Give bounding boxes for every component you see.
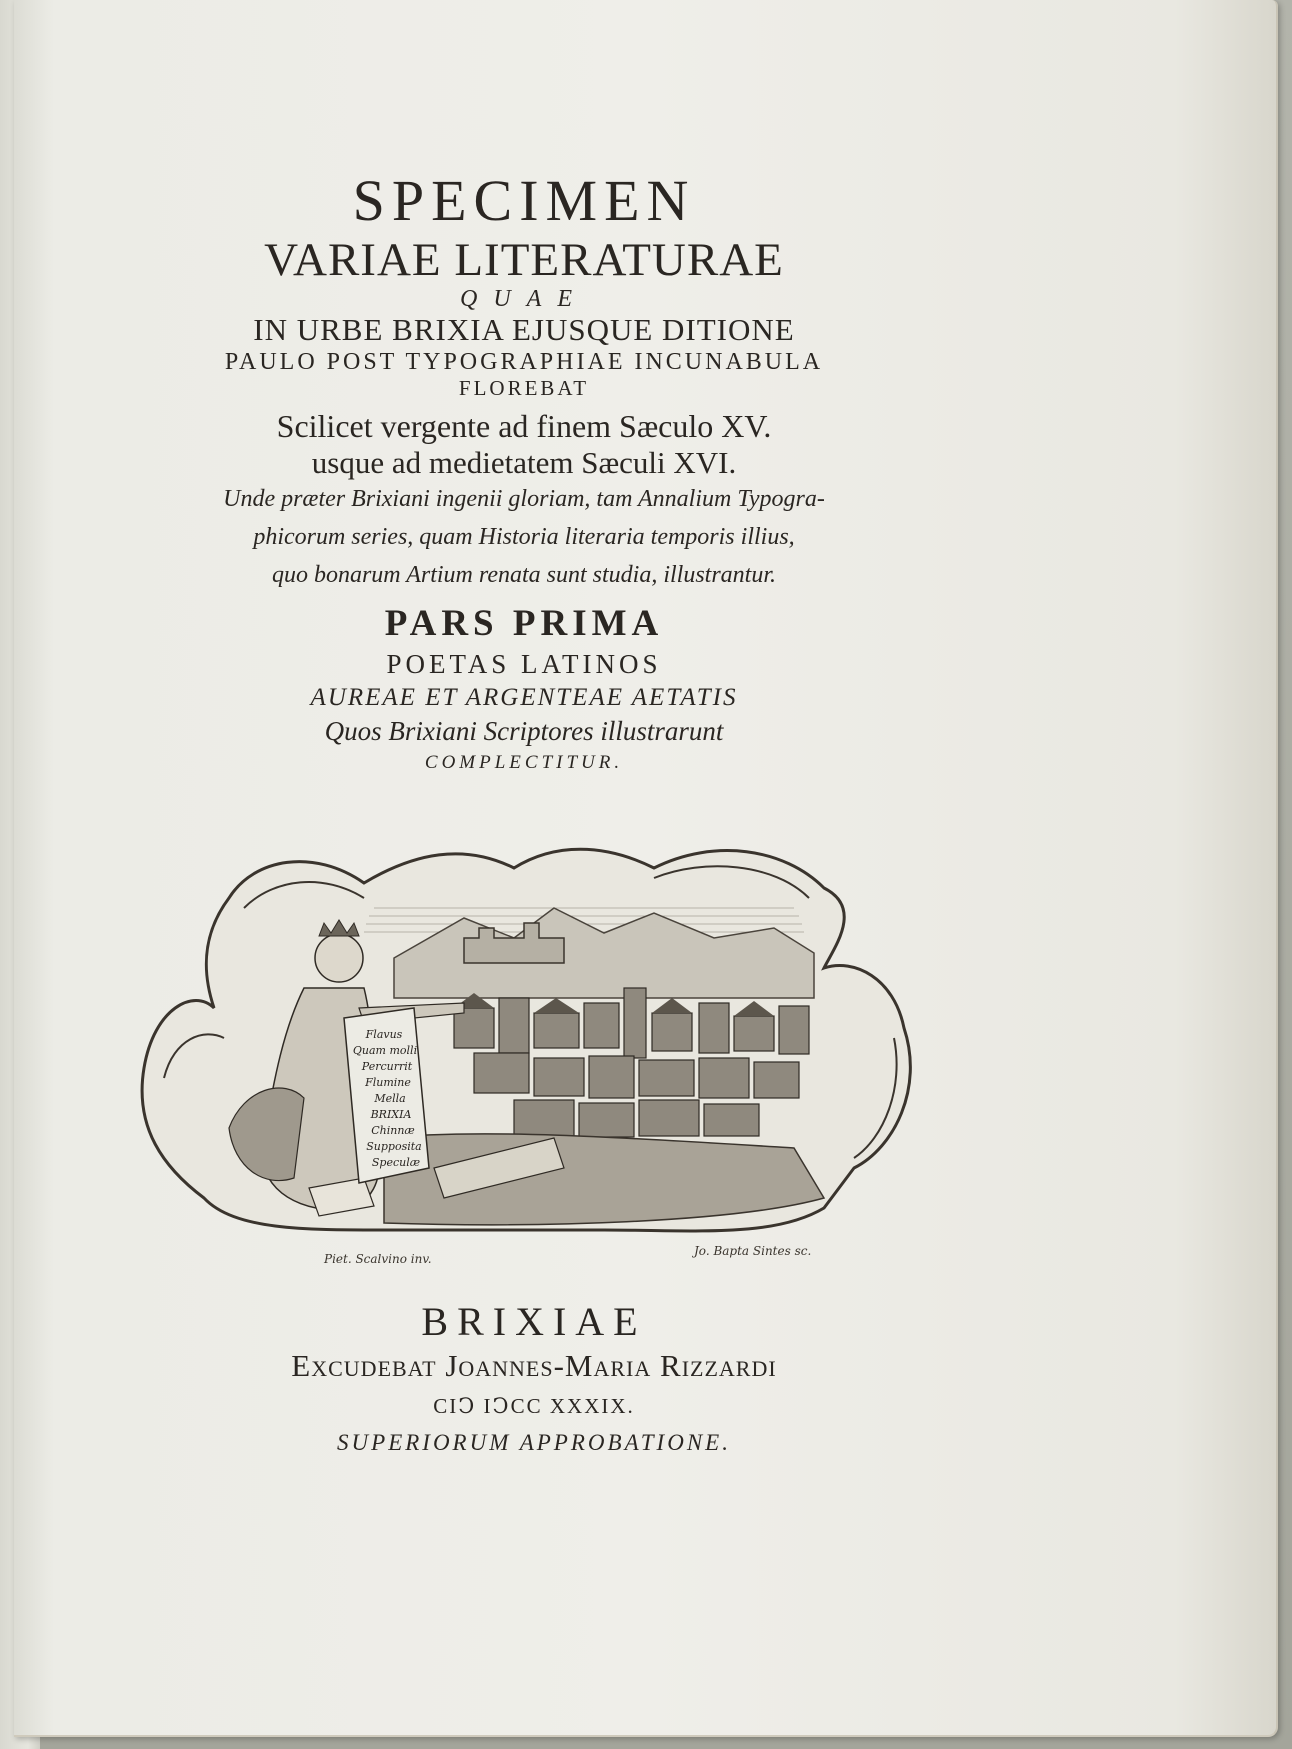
credit-engraver: Jo. Bapta Sintes sc. — [694, 1244, 812, 1258]
usque-line: usque ad medietatem Sæculi XVI. — [311, 445, 737, 480]
scroll-text-3: Percurrit — [361, 1060, 413, 1073]
pars-prima: PARS PRIMA — [384, 603, 664, 644]
urbe-line: IN URBE BRIXIA EJUSQUE DITIONE — [253, 312, 795, 347]
title-text-block — [124, 170, 924, 778]
title-line-1: SPECIMEN — [352, 168, 696, 233]
scroll-text-2: Quam molli — [352, 1044, 418, 1057]
italic-line-3: quo bonarum Artium renata sunt studia, illustrantur. — [271, 562, 777, 588]
engraved-vignette — [134, 838, 934, 1278]
scroll-text-6: BRIXIA — [370, 1108, 412, 1121]
aureae-line: AUREAE ET ARGENTEAE AETATIS — [310, 684, 738, 711]
vignette-illustration — [134, 838, 934, 1278]
scroll-text-5: Mella — [374, 1092, 406, 1105]
paulo-line: PAULO POST TYPOGRAPHIAE INCUNABULA — [224, 349, 824, 375]
scroll-text-8: Supposita — [366, 1140, 422, 1153]
poetas-latinos: POETAS LATINOS — [386, 649, 662, 679]
italic-line-1: Unde præter Brixiani ingenii gloriam, tam Annalium Typogra- — [223, 486, 825, 512]
imprint-approval: SUPERIORUM APPROBATIONE. — [337, 1430, 731, 1455]
scilicet-line: Scilicet vergente ad finem Sæculo XV. — [276, 408, 772, 444]
credit-inventor: Piet. Scalvino inv. — [324, 1252, 432, 1266]
complectitur-line: COMPLECTITUR. — [424, 752, 624, 773]
scroll-text-1: Flavus — [365, 1028, 403, 1041]
quos-line: Quos Brixiani Scriptores illustrarunt — [324, 716, 724, 746]
scroll-text-7: Chinnæ — [371, 1124, 415, 1137]
scroll-text-9: Speculæ — [371, 1156, 421, 1169]
imprint-date: CIↃ IↃCC XXXIX. — [433, 1394, 635, 1418]
quae-line: QUAE — [460, 286, 588, 312]
imprint-block — [124, 1298, 944, 1460]
imprint-place: BRIXIAE — [421, 1299, 647, 1344]
scroll-text-4: Flumine — [365, 1076, 411, 1089]
title-page — [14, 0, 1278, 1737]
imprint-printer: Excudebat Joannes-Maria Rizzardi — [291, 1348, 777, 1383]
florebat-line: FLOREBAT — [458, 376, 590, 400]
title-line-2: VARIAE LITERATURAE — [264, 234, 784, 286]
italic-line-2: phicorum series, quam Historia literaria temporis illius, — [253, 524, 795, 550]
